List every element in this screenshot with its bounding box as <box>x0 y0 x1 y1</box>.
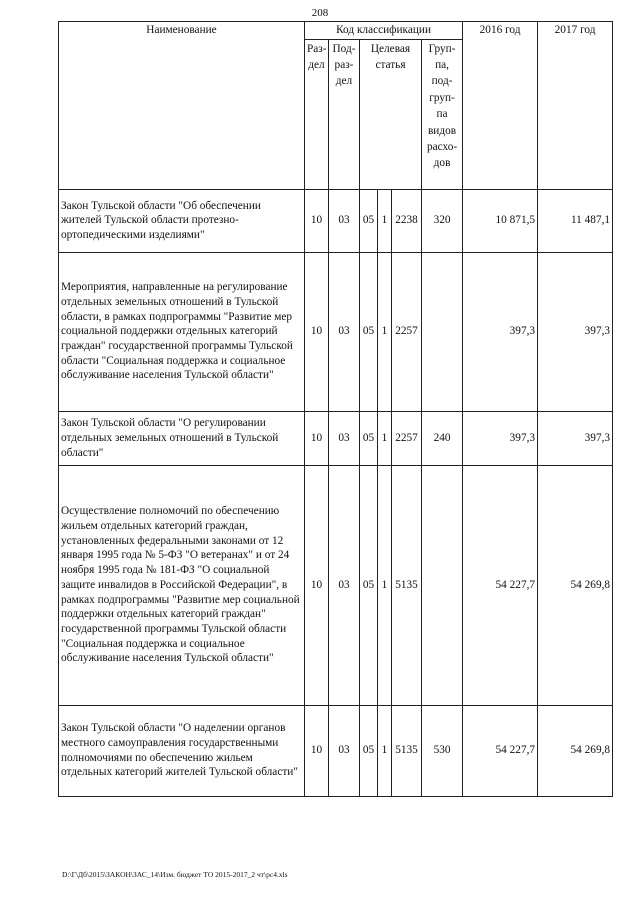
row-target-part-3: 5135 <box>392 705 422 796</box>
row-amount-2016: 10 871,5 <box>463 189 538 252</box>
row-target-part-2: 1 <box>378 705 392 796</box>
row-target-part-3: 2257 <box>392 252 422 411</box>
row-section: 10 <box>305 189 329 252</box>
row-expense-group: 320 <box>422 189 463 252</box>
row-subsection: 03 <box>329 411 360 465</box>
row-target-part-2: 1 <box>378 189 392 252</box>
row-section: 10 <box>305 411 329 465</box>
row-name: Закон Тульской области "О наделении органов местного самоуправления государственными полномочиями по обеспечению жильем отдельных категорий жителей Тульской области" <box>59 705 305 796</box>
header-target-article: Целевая статья <box>360 39 422 189</box>
row-target-part-3: 2238 <box>392 189 422 252</box>
table-row <box>59 252 613 411</box>
row-subsection: 03 <box>329 252 360 411</box>
row-section: 10 <box>305 252 329 411</box>
row-name: Закон Тульской области "Об обеспечении жителей Тульской области протезно-ортопедическими изделиями" <box>59 189 305 252</box>
row-subsection: 03 <box>329 189 360 252</box>
table-row <box>59 705 613 796</box>
row-name: Осуществление полномочий по обеспечению жильем отдельных категорий граждан, установленных федеральными законами от 12 января 1995 года № 5-ФЗ "О ветеранах" и от 24 ноября 1995 года № 181-ФЗ "О социальной защите инвалидов в Российской Федерации", в рамках подпрограммы "Развитие мер социальной поддержки отдельных категорий граждан" государственной программы Тульской области "Социальная поддержка и социальное обслуживание населения Тульской области" <box>59 465 305 705</box>
row-amount-2016: 397,3 <box>463 411 538 465</box>
table-row <box>59 411 613 465</box>
header-subsection: Под- раз- дел <box>329 39 360 189</box>
row-target-part-1: 05 <box>360 705 378 796</box>
row-target-part-1: 05 <box>360 465 378 705</box>
row-subsection: 03 <box>329 705 360 796</box>
row-expense-group <box>422 465 463 705</box>
row-amount-2017: 11 487,1 <box>538 189 613 252</box>
row-target-part-1: 05 <box>360 189 378 252</box>
row-amount-2016: 54 227,7 <box>463 465 538 705</box>
row-amount-2017: 397,3 <box>538 252 613 411</box>
table-row <box>59 465 613 705</box>
row-target-part-1: 05 <box>360 252 378 411</box>
row-name: Мероприятия, направленные на регулирование отдельных земельных отношений в Тульской области, в рамках подпрограммы "Развитие мер социальной поддержки отдельных категорий граждан" государственной программы Тульской области "Социальная поддержка и социальное обслуживание населения Тульской области" <box>59 252 305 411</box>
header-expense-group: Груп- па, под- груп- па видов расхо- дов <box>422 39 463 189</box>
row-target-part-2: 1 <box>378 465 392 705</box>
row-target-part-1: 05 <box>360 411 378 465</box>
header-2016: 2016 год <box>463 22 538 190</box>
page-number: 208 <box>311 7 329 19</box>
row-expense-group: 530 <box>422 705 463 796</box>
row-section: 10 <box>305 465 329 705</box>
budget-table <box>58 21 613 797</box>
row-target-part-2: 1 <box>378 411 392 465</box>
header-name: Наименование <box>59 22 305 190</box>
row-subsection: 03 <box>329 465 360 705</box>
row-section: 10 <box>305 705 329 796</box>
header-section: Раз- дел <box>305 39 329 189</box>
row-amount-2017: 54 269,8 <box>538 705 613 796</box>
row-amount-2017: 54 269,8 <box>538 465 613 705</box>
row-expense-group: 240 <box>422 411 463 465</box>
row-target-part-2: 1 <box>378 252 392 411</box>
row-name: Закон Тульской области "О регулировании отдельных земельных отношений в Тульской области" <box>59 411 305 465</box>
row-amount-2017: 397,3 <box>538 411 613 465</box>
row-target-part-3: 2257 <box>392 411 422 465</box>
file-path-footer: D:\Г\Дб\2015\ЗАКОН\ЗАС_14\Изм. бюджет ТО 2015-2017_2 чт\рс4.xls <box>62 870 288 879</box>
table-header <box>59 22 613 190</box>
row-target-part-3: 5135 <box>392 465 422 705</box>
row-amount-2016: 54 227,7 <box>463 705 538 796</box>
table-row <box>59 189 613 252</box>
row-amount-2016: 397,3 <box>463 252 538 411</box>
header-classification-code: Код классификации <box>305 22 463 40</box>
header-2017: 2017 год <box>538 22 613 190</box>
row-expense-group <box>422 252 463 411</box>
